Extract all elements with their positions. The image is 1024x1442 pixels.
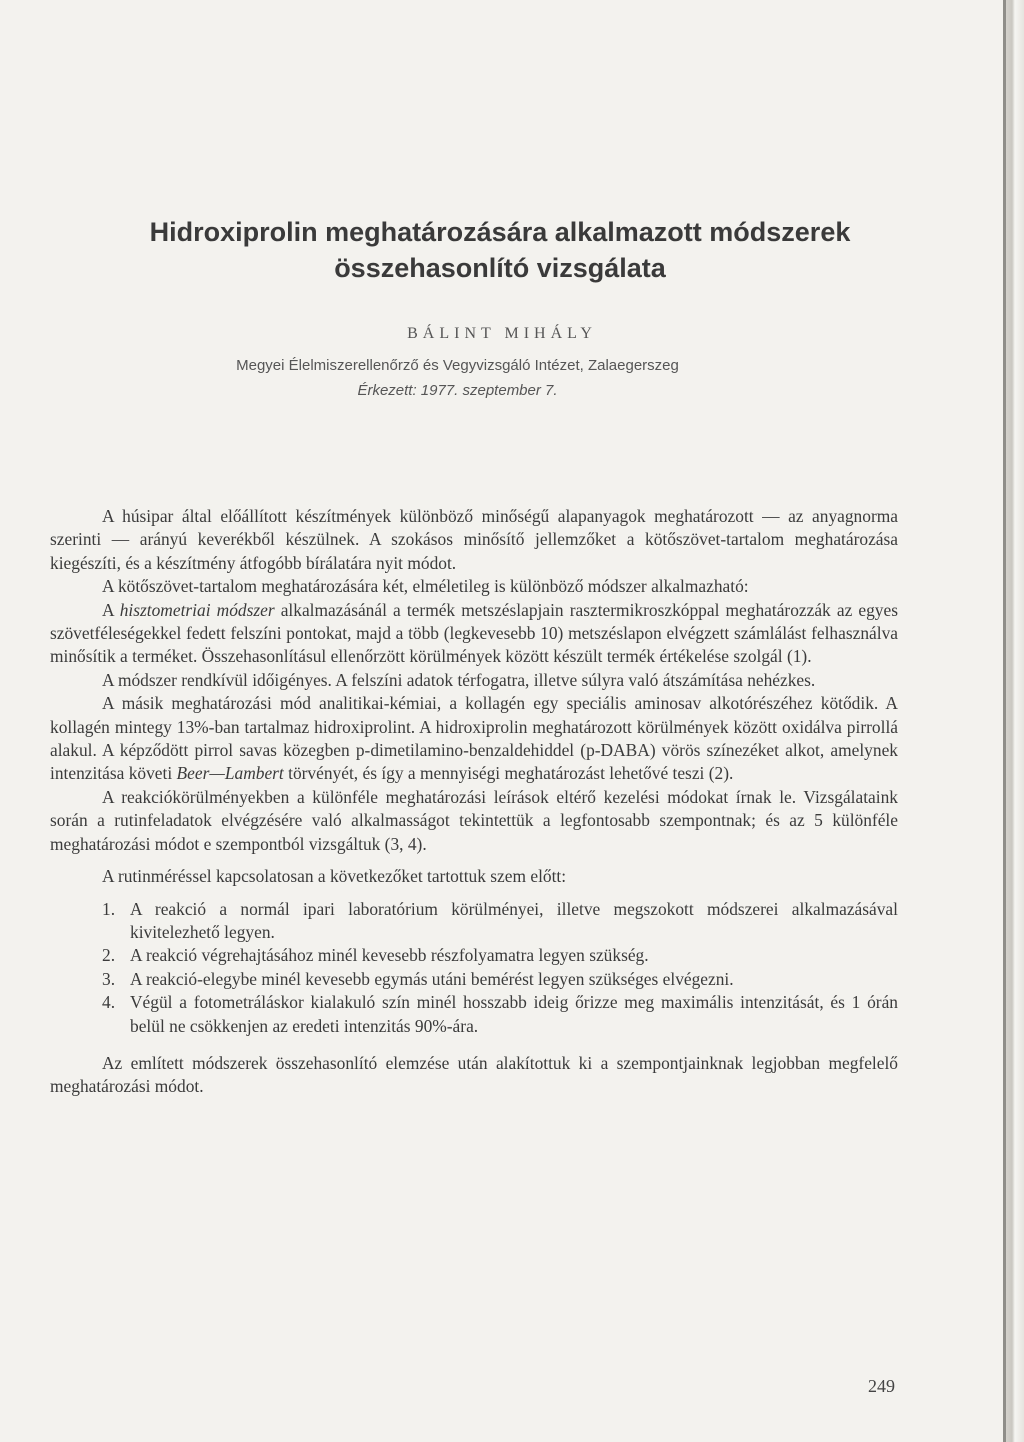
article-body: [50, 505, 898, 1099]
title-line-2: összehasonlító vizsgálata: [334, 253, 666, 283]
list-item: [50, 944, 898, 967]
criteria-list: [50, 898, 898, 1038]
paragraph-3-rest: alkalmazásánál a termék metszéslapjain rasztermikroszkóppal meghatározzák az egyes szövetféleségekkel fedett felszíni pontokat, majd a több (legkevesebb 10) metszéslapon elvégzett számlálást felhasználva minősítik a terméket. Összehasonlításul ellenőrzött körülmények között készült termék értékelése szolgál (1).: [50, 599, 898, 667]
list-item-text: A reakció végrehajtásához minél kevesebb részfolyamatra legyen szükség.: [130, 945, 649, 966]
list-item-text: A reakció a normál ipari laboratórium körülményei, illetve megszokott módszerei alkalmazásával kivitelezhető legyen.: [130, 898, 898, 942]
list-item: [50, 968, 898, 991]
received-date: Érkezett: 1977. szeptember 7.: [357, 382, 558, 399]
paragraph-3-lead: A: [102, 599, 120, 620]
article-title: [70, 214, 930, 286]
final-paragraph: Az említett módszerek összehasonlító elemzése után alakítottuk ki a szempontjainknak legjobban megfelelő meghatározási módot.: [50, 1052, 898, 1097]
list-item: [50, 991, 898, 1038]
book-binding-edge: [1004, 0, 1024, 1442]
paragraph-2: A kötőszövet-tartalom meghatározására két, elméletileg is különböző módszer alkalmazható:: [102, 576, 749, 597]
paragraph-1: A húsipar által előállított készítmények különböző minőségű alapanyagok meghatározott — az anyagnorma szerinti — arányú keverékből készülnek. A szokásos minősítő jellemzőket a kötőszövet-tartalom meghatározása kiegészíti, és a készítmény átfogóbb bírálatára nyit módot.: [50, 506, 898, 573]
paragraph-5: [50, 692, 898, 786]
paragraph-7: A rutinméréssel kapcsolatosan a következőket tartottuk szem előtt:: [102, 866, 567, 887]
page-number: 249: [868, 1376, 895, 1396]
binding-shadow-line: [1003, 0, 1006, 1442]
paragraph-5-lead: A másik meghatározási mód analitikai-kémiai, a kollagén egy speciális aminosav alkotórészéhez kötődik. A kollagén mintegy 13%-ban tartalmaz hidroxiprolint. A hidroxiprolin meghatározott körülmények között oxidálva pirrollá alakul. A képződött pirrol savas közegben p-dimetilamino-benzaldehiddel (p-DABA) vörös színezéket alkot, amelynek intenzitása követi: [50, 693, 898, 784]
list-item-number: 2.: [102, 945, 116, 966]
histometric-method-term: hisztometriai módszer: [119, 599, 275, 620]
paragraph-6: A reakciókörülményekben a különféle meghatározási leírások eltérő kezelési módokat írnak le. Vizsgálataink során a rutinfeladatok elvégzésére való alkalmasságot tekintettük a legfontosabb szempontnak; és az 5 különféle meghatározási módot e szempontból vizsgáltuk (3, 4).: [50, 786, 898, 854]
list-item-number: 1.: [102, 898, 116, 919]
list-item-number: 3.: [102, 968, 116, 989]
title-line-1: Hidroxiprolin meghatározására alkalmazott módszerek: [149, 217, 851, 247]
paragraph-3: [50, 599, 898, 669]
list-item-number: 4.: [102, 992, 116, 1013]
author-name: BÁLINT MIHÁLY: [407, 325, 597, 342]
list-item: [50, 898, 898, 945]
list-item-text: Végül a fotometráláskor kialakuló szín minél hosszabb ideig őrizze meg maximális intenzitását, és 1 órán belül ne csökkenjen az eredeti intenzitás 90%-ára.: [130, 992, 898, 1036]
beer-lambert-term: Beer—Lambert: [176, 763, 284, 784]
paragraph-4: A módszer rendkívül időigényes. A felszíni adatok térfogatra, illetve súlyra való átszámítása nehézkes.: [102, 669, 816, 690]
list-item-text: A reakció-elegybe minél kevesebb egymás utáni bemérést legyen szükséges elvégezni.: [130, 968, 734, 989]
affiliation: Megyei Élelmiszerellenőrző és Vegyvizsgáló Intézet, Zalaegerszeg: [236, 357, 679, 374]
paragraph-5-rest: törvényét, és így a mennyiségi meghatározást lehetővé teszi (2).: [283, 763, 734, 784]
